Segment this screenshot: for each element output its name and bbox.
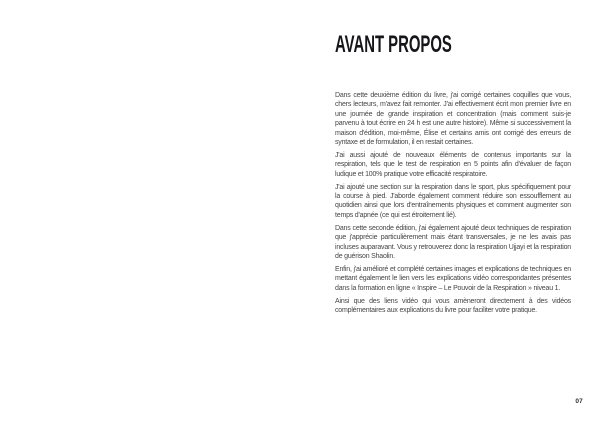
body-paragraph: Ainsi que des liens vidéo qui vous amèneront directement à des vidéos complémentaires aux explications du livre pour faciliter votre pratique. bbox=[335, 297, 571, 315]
body-paragraph: Dans cette seconde édition, j'ai également ajouté deux techniques de respiration que j'apprécie particulièrement mais étant transversales, je ne les avais pas incluses auparavant. Vous y retrouverez donc la respiration Ujjayi et la respiration de guérison Shaolin. bbox=[335, 224, 571, 260]
body-paragraph: Enfin, j'ai amélioré et complété certaines images et explications de techniques en mettant également le lien vers les explications vidéo correspondantes présentes dans la formation en ligne « Inspire – Le Pouvoir de la Respiration » niveau 1. bbox=[335, 265, 571, 292]
body-paragraph: J'ai ajouté une section sur la respiration dans le sport, plus spécifiquement pour la course à pied. J'aborde également comment réduire son essoufflement au quotidien ainsi que lors d'entraînements physiques et comment augmenter son temps d'apnée (ce qui est étroitement lié). bbox=[335, 183, 571, 219]
avant-propos-page bbox=[300, 0, 600, 426]
body-paragraph: J'ai aussi ajouté de nouveaux éléments de contenus importants sur la respiration, tels que le test de respiration en 5 points afin d'évaluer de façon ludique et 100% pratique votre efficacité respiratoire. bbox=[335, 151, 571, 178]
body-paragraph: Dans cette deuxième édition du livre, j'ai corrigé certaines coquilles que vous, chers lecteurs, m'avez fait remonter. J'ai effectivement écrit mon premier livre en une journée de grande inspiration et concentration (mais comment suis-je parvenu à tout écrire en 24 h est une autre histoire). Même si successivement la maison d'édition, moi-même, Élise et certains amis ont corrigé des erreurs de syntaxe et de formulation, il en restait certaines. bbox=[335, 92, 571, 147]
page-number: 07 bbox=[575, 398, 583, 405]
chapter-title: AVANT PROPOS bbox=[335, 31, 452, 58]
body-text-column bbox=[335, 91, 571, 319]
